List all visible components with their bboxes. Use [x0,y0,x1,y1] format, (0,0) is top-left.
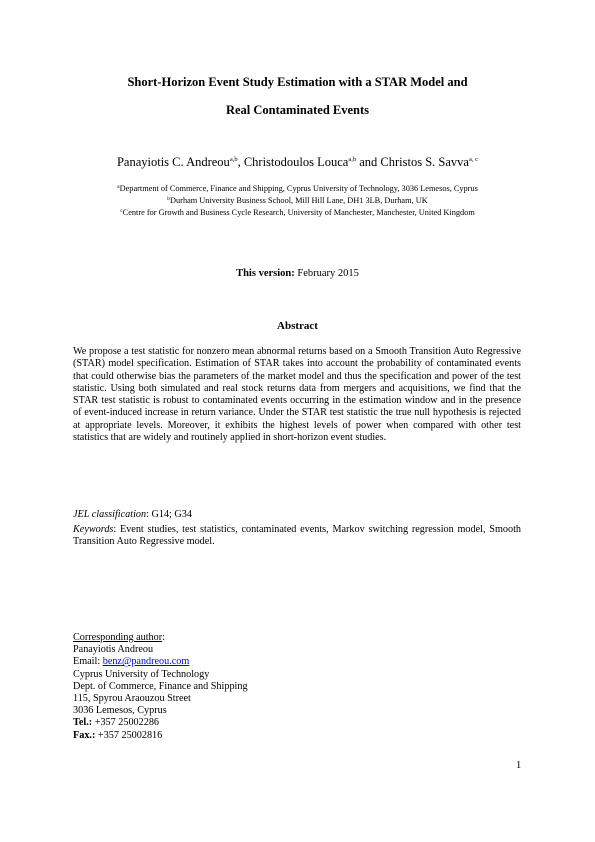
jel-classification [73,509,521,521]
author-separator: , [237,155,244,169]
author-affiliation-marker: a,b [229,156,238,163]
fax-label: Fax.: [73,729,96,741]
address-line: Dept. of Commerce, Finance and Shipping [73,680,248,692]
keywords-list: : Event studies, test statistics, contaminated events, Markov switching regression model, Smooth Transition Auto Regressive model. [73,524,521,548]
paper-title-line-2: Real Contaminated Events [225,103,370,117]
affiliation-text: Department of Commerce, Finance and Shipping, Cyprus University of Technology, 3036 Lemesos, Cyprus [119,184,478,193]
version-date: February 2015 [294,268,359,279]
address-line: 3036 Lemesos, Cyprus [73,705,167,717]
author-affiliation-marker: a,b [348,156,357,163]
affiliation-marker: c [120,208,123,214]
address-line: 115, Spyrou Araouzou Street [73,693,191,705]
author-separator: and [356,155,381,169]
author-list [40,155,555,170]
email-link[interactable]: benz@pandreou.com [102,656,190,668]
affiliation-marker: b [167,196,171,202]
fax-number: +357 25002816 [95,729,163,741]
version-label: This version: [236,268,295,279]
affiliation-text: Durham University Business School, Mill Hill Lane, DH1 3LB, Durham, UK [170,196,428,205]
version-line [60,268,535,279]
abstract-heading: Abstract [277,320,318,332]
author-name: Christos S. Savva [380,155,469,169]
paper-title-line-1: Short-Horizon Event Study Estimation with a STAR Model and [127,75,468,89]
email-label: Email: [73,656,103,668]
affiliation-b [40,197,555,205]
affiliation-a [40,185,555,193]
address-line: Cyprus University of Technology [73,668,210,680]
affiliation-marker: a [117,184,120,190]
author-name: Panayiotis C. Andreou [116,155,230,169]
affiliation-text: Centre for Growth and Business Cycle Research, University of Manchester, Manchester, United Kingdom [122,208,475,217]
affiliation-c [40,209,555,217]
keywords [73,524,521,549]
corresponding-author-block [73,632,373,742]
page-number: 1 [516,760,522,771]
abstract-text: We propose a test statistic for nonzero mean abnormal returns based on a Smooth Transition Auto Regressive (STAR) model specification. Estimation of STAR takes into account the probability of contaminated events that could otherwise bias the parameters of the market model and thus the specification and power of the test statistic. Using both simulated and real stock returns data from mergers and acquisitions, we find that the STAR test statistic is robust to contaminated events occurring in the estimation window and in the presence of event-induced increase in return variance. Under the STAR test statistic the true null hypothesis is rejected at appropriate levels. Moreover, it exhibits the highest levels of power when compared with other test statistics that are widely and routinely applied in short-horizon event studies. [73,346,521,444]
author-affiliation-marker: a, c [468,156,479,163]
corresponding-author-name: Panayiotis Andreou [73,644,154,656]
jel-label: JEL classification [73,509,147,520]
jel-codes: : G14; G34 [146,509,192,520]
corresponding-author-colon: : [162,632,165,643]
corresponding-author-heading: Corresponding author [73,632,163,643]
author-name: Christodoulos Louca [243,155,349,169]
tel-number: +357 25002286 [92,717,160,729]
keywords-label: Keywords [73,524,114,535]
tel-label: Tel.: [73,717,93,729]
